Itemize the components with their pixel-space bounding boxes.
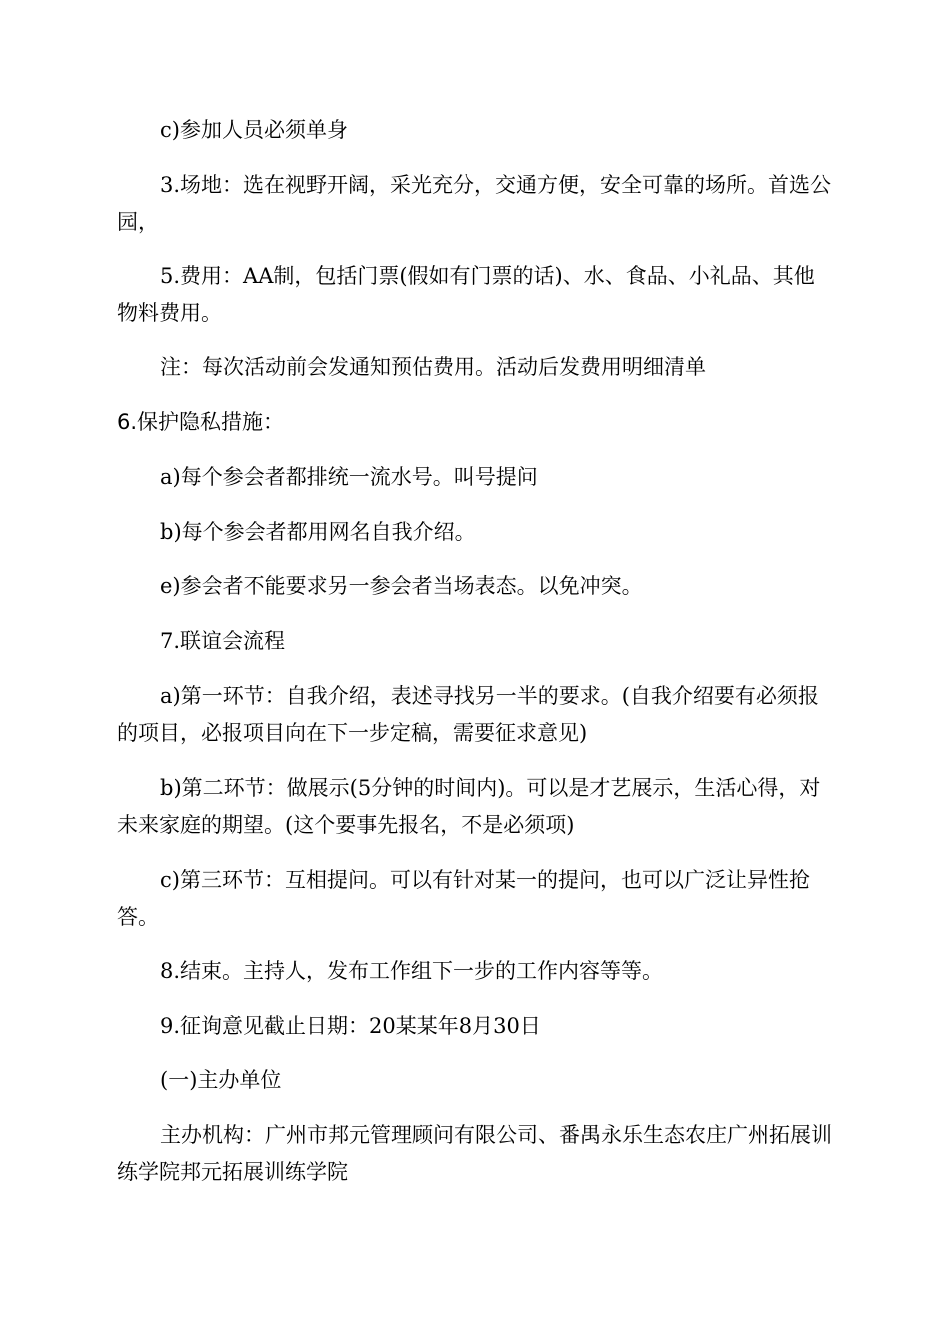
paragraph-deadline: 9.征询意见截止日期：20某某年8月30日 — [160, 1014, 541, 1038]
paragraph-privacy-serial-number: a)每个参会者都排统一流水号。叫号提问 — [160, 465, 538, 489]
heading-organizer: (一)主办单位 — [160, 1068, 282, 1092]
paragraph-organizer-details: 主办机构：广州市邦元管理顾问有限公司、番禺永乐生态农庄广州拓展训练学院邦元拓展训练学院 — [117, 1123, 832, 1184]
paragraph-fee-note: 注：每次活动前会发通知预估费用。活动后发费用明细清单 — [160, 355, 706, 379]
paragraph-ending: 8.结束。主持人，发布工作组下一步的工作内容等等。 — [160, 959, 664, 983]
paragraph-stage-two: b)第二环节：做展示(5分钟的时间内)。可以是才艺展示，生活心得，对未来家庭的期望。(这个要事先报名，不是必须项) — [117, 776, 821, 837]
heading-event-process: 7.联谊会流程 — [160, 629, 286, 653]
paragraph-venue: 3.场地：选在视野开阔，采光充分，交通方便，安全可靠的场所。首选公园， — [117, 173, 832, 234]
paragraph-stage-three: c)第三环节：互相提问。可以有针对某一的提问，也可以广泛让异性抢答。 — [117, 868, 810, 929]
paragraph-stage-one: a)第一环节：自我介绍，表述寻找另一半的要求。(自我介绍要有必须报的项目，必报项目向在下一步定稿，需要征求意见) — [117, 684, 819, 745]
paragraph-privacy-nickname: b)每个参会者都用网名自我介绍。 — [160, 520, 476, 544]
paragraph-participants-single: c)参加人员必须单身 — [160, 118, 348, 142]
paragraph-fees: 5.费用：AA制，包括门票(假如有门票的话)、水、食品、小礼品、其他物料费用。 — [117, 264, 815, 325]
heading-privacy-measures: 6.保护隐私措施： — [117, 410, 285, 434]
paragraph-privacy-no-pressure: e)参会者不能要求另一参会者当场表态。以免冲突。 — [160, 574, 643, 598]
